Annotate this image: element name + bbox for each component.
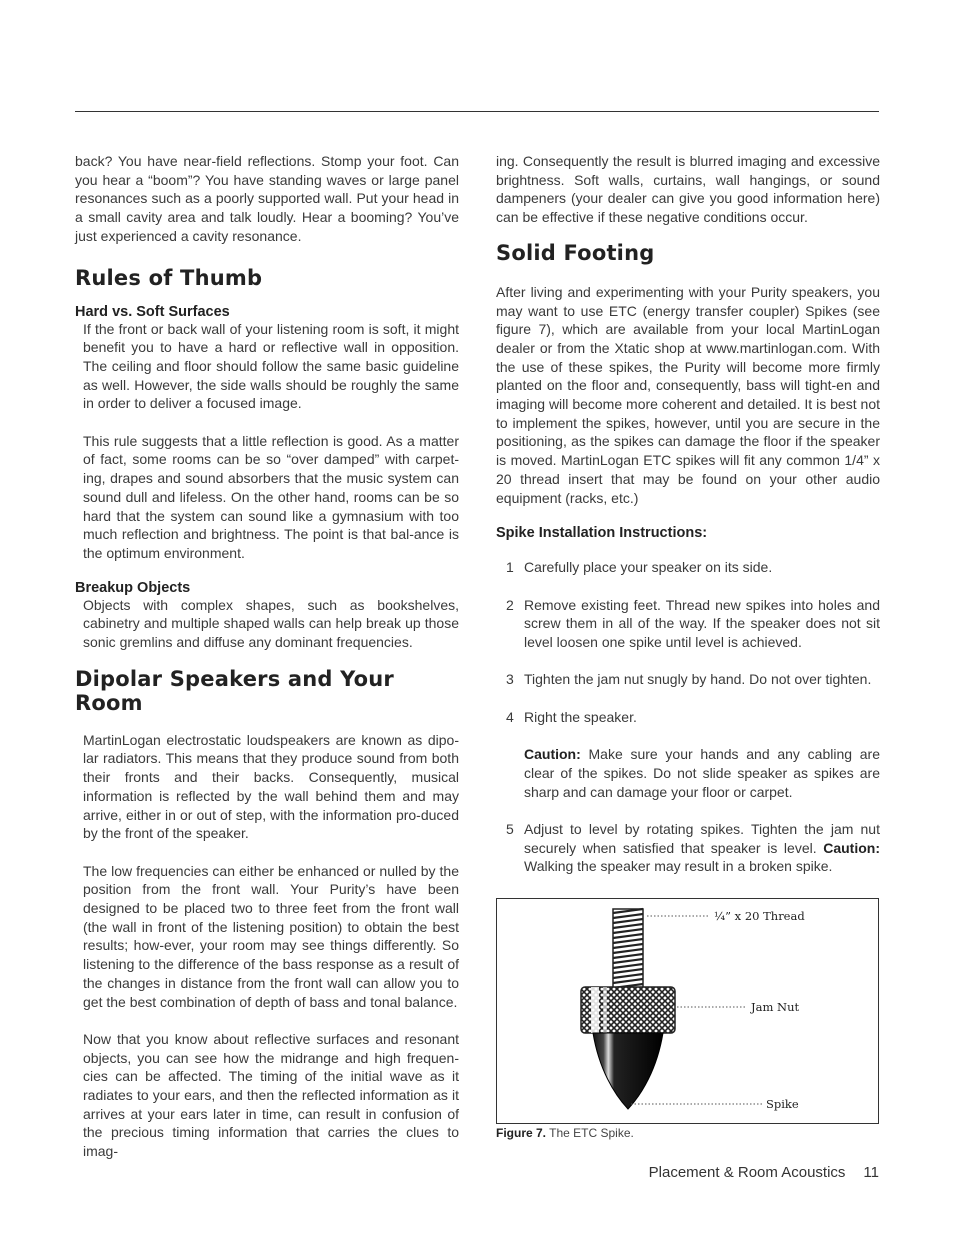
list-item: 2 Remove existing feet. Thread new spikes into holes and screw them in all of the way. If the speaker does not sit level loosen one spike until level is achieved. [506, 596, 880, 651]
dipolar-paragraph-2: The low frequencies can either be enhanced or nulled by the position from the front wall. Your Purity’s have been designed to be placed two to three feet from the front wall (the wall in front of the listening position) to obtain the best results; how-ever, your room may see things differently. So listening to the difference of the bass response as a result of the changes in distance from the front wall can allow you to get the best combination of depth of bass and tonal balance. [83, 862, 459, 1010]
jam-nut-shape [581, 987, 675, 1033]
intro-paragraph: back? You have near-field reflections. Stomp your foot. Can you hear a “boom”? You have standing waves or large panel resonances such as a poorly supported wall. Put your head in a small cavity area and talk loudly. Hear a booming? You’ve just experienced a cavity resonance. [75, 153, 459, 244]
rules-of-thumb-heading: Rules of Thumb [75, 265, 263, 290]
footer-section-title: Placement & Room Acoustics [648, 1164, 846, 1181]
breakup-paragraph: Objects with complex shapes, such as bookshelves, cabinetry and multiple shaped walls can help break up those sonic gremlins and diffuse any dominant frequencies. [83, 596, 459, 651]
solid-footing-heading: Solid Footing [496, 240, 655, 265]
figure-etc-spike [496, 898, 879, 1124]
step5-text: Adjust to level by rotating spikes. Tighten the jam nut securely when satisfied that speaker is level. [524, 821, 880, 856]
spike-label: Spike [766, 1097, 799, 1111]
caution-note [496, 745, 880, 801]
dipolar-heading: Dipolar Speakers and Your Room [75, 666, 394, 715]
page-footer [649, 1164, 879, 1181]
spike-illustration [497, 899, 878, 1123]
solid-footing-paragraph: After living and experimenting with your Purity speakers, you may want to use ETC (energy transfer coupler) Spikes (see figure 7), which are available from your local MartinLogan dealer or from the Xtatic shop at www.martinlogan.com. With the use of these spikes, the Purity will become more firmly planted on the floor and, consequently, bass will tight-en and imaging will become more coherent and detailed. It is best not to implement the spikes, however, until you are secure in the positioning, as the spikes can damage the floor if the speaker is moved. MartinLogan ETC spikes will fit any common 1/4” x 20 thread insert that may be found on your other audio equipment (racks, etc.) [496, 283, 880, 506]
left-column [75, 152, 459, 1161]
spike-steps-list [496, 558, 880, 876]
list-item: 4 Right the speaker. [506, 708, 637, 725]
step5-caution-label: Caution: [823, 839, 880, 856]
caution-label: Caution: [524, 746, 581, 763]
spike-instructions-heading: Spike Installation Instructions: [496, 525, 708, 542]
breakup-objects-heading: Breakup Objects [75, 579, 191, 596]
hard-soft-paragraph-1: If the front or back wall of your listening room is soft, it might benefit you to have a hard or reflective wall in opposition. The ceiling and floor should follow the same basic guideline as well. However, the side walls should be roughly the same in order to deliver a focused image. [83, 320, 459, 412]
figure-caption-text: The ETC Spike. [546, 1126, 634, 1140]
hard-soft-heading: Hard vs. Soft Surfaces [75, 303, 230, 320]
list-item: 3 Tighten the jam nut snugly by hand. Do not over tighten. [506, 671, 872, 688]
dipolar-paragraph-1: MartinLogan electrostatic loudspeakers are known as dipo-lar radiators. This means that they produce sound from both their fronts and their backs. Consequently, musical information is reflected by the wall behind them and may arrive, either in or out of step, with the information pro-duced by the front of the speaker. [83, 731, 459, 842]
list-item: 5 Adjust to level by rotating spikes. Tighten the jam nut securely when satisfied that speaker is level. Caution: Walking the speaker may result in a broken spike. [506, 821, 880, 875]
hard-soft-paragraph-2: This rule suggests that a little reflection is good. As a matter of fact, some rooms can be so “over damped” with carpet-ing, drapes and sound absorbers that the music system can sound dull and lifeless. On the other hand, rooms can be so hard that the system can sound like a gymnasium with too much reflection and brightness. The point is that bal-ance is the optimum environment. [83, 432, 459, 561]
dipolar-paragraph-3: Now that you know about reflective surfaces and resonant objects, you can see how the midrange and high frequen-cies can be affected. The timing of the initial wave as it radiates to your ears, and then the reflected information as it arrives at your ears later in time, can result in confusion of the precious timing information that carries the clues to imag- [83, 1030, 459, 1160]
step5-caution-text: Walking the speaker may result in a broken spike. [524, 858, 833, 875]
page-number: 11 [863, 1164, 879, 1181]
thread-label: ¼” x 20 Thread [714, 909, 805, 923]
header-rule [75, 111, 879, 112]
figure-caption-label: Figure 7. [496, 1126, 547, 1140]
thread-shape [613, 909, 643, 991]
right-column [496, 152, 880, 876]
list-item: 1 Carefully place your speaker on its side. [506, 559, 773, 576]
caution-text: Make sure your hands and any cabling are clear of the spikes. Do not slide speaker as spikes are sharp and can damage your floor or carpet. [524, 746, 880, 800]
jam-nut-label: Jam Nut [751, 1000, 800, 1014]
continuation-paragraph: ing. Consequently the result is blurred imaging and excessive brightness. Soft walls, curtains, wall hangings, or sound dampeners (your dealer can give you good information here) can be effective if these negative conditions occur. [496, 153, 880, 226]
spike-cone-shape [593, 1033, 663, 1109]
figure-caption [496, 1126, 634, 1140]
